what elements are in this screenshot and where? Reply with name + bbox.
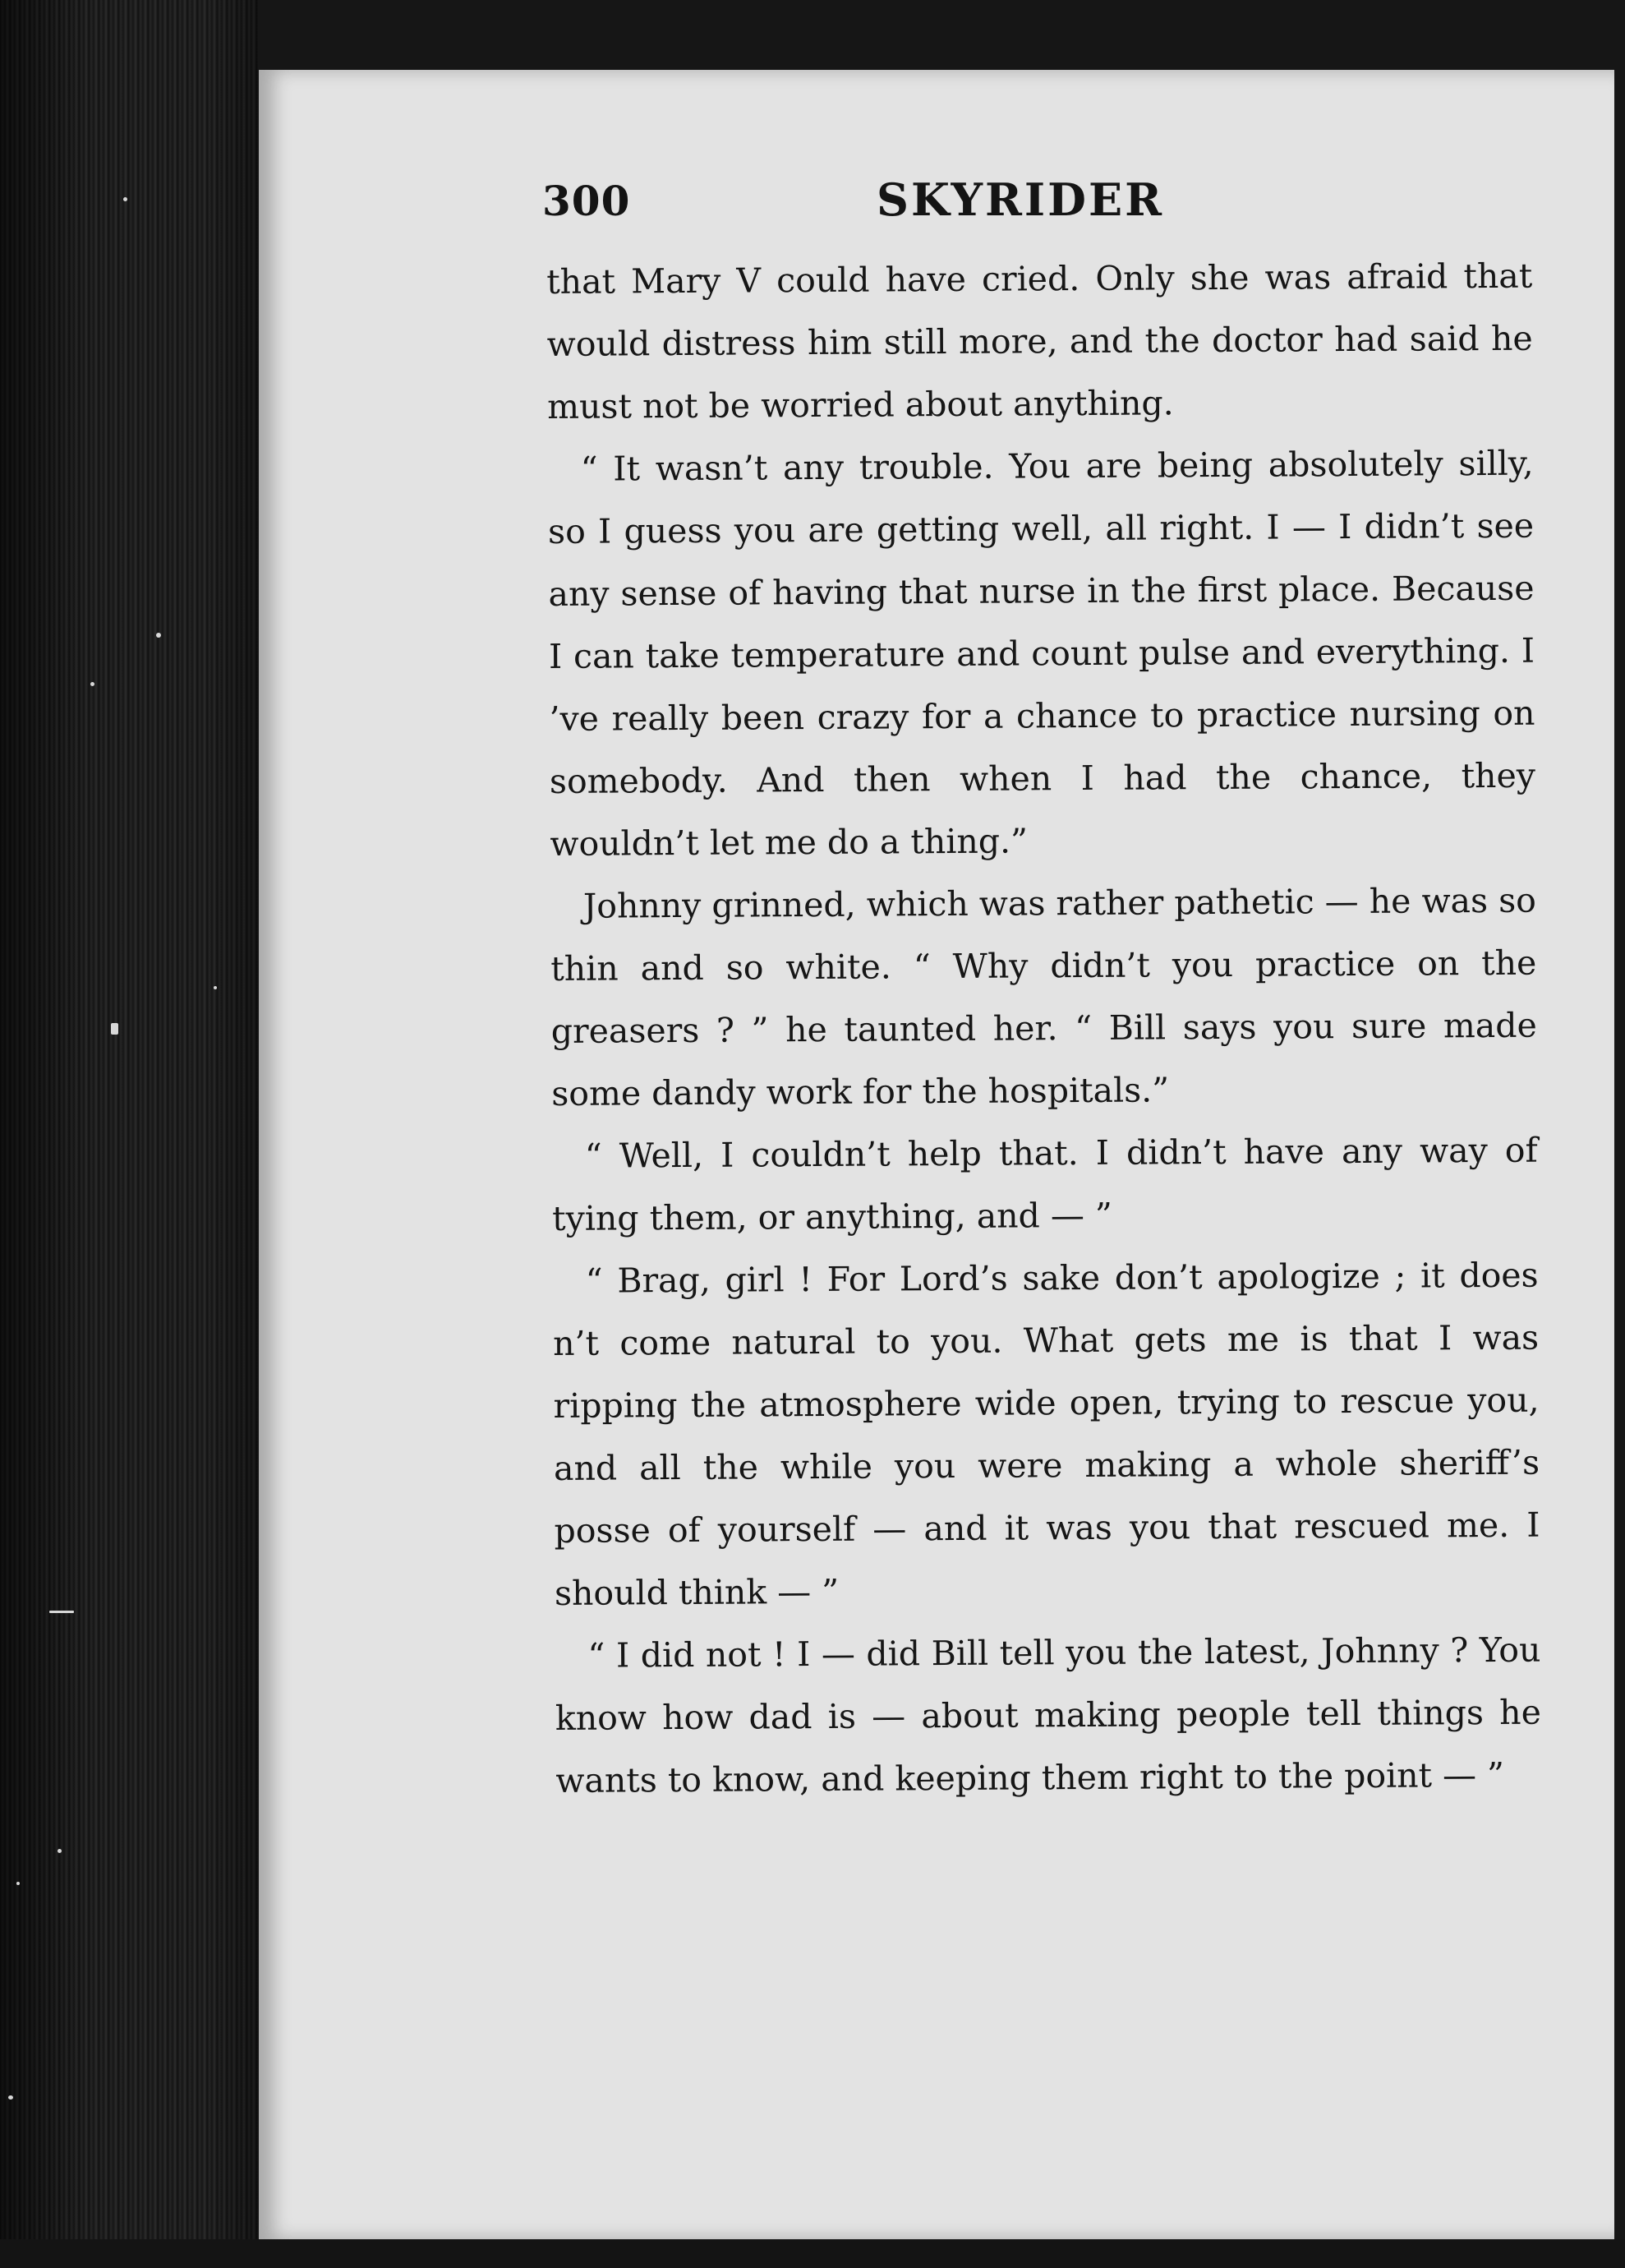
paragraph: “ Brag, girl ! For Lord’s sake don’t apologize ; it does n’t come natural to you. What gets me is that I was ripping the atmosphere wide open, trying to rescue you, and all the while you were making a whole sheriff’s posse of yourself — and it was you that rescued me. I should think — ”	[552, 1255, 1540, 1613]
scan-speck	[58, 1849, 62, 1853]
scan-speck	[8, 2095, 13, 2100]
scan-speck	[123, 197, 127, 201]
page-body-text	[546, 245, 1542, 1812]
scan-border-bottom	[0, 2239, 1625, 2268]
paragraph: “ It wasn’t any trouble. You are being absolutely silly, so I guess you are getting well, all right. I — I didn’t see any sense of having that nurse in the first place. Because I can take temperature and count pulse and everything. I ’ve really been crazy for a chance to practice nursing on somebody. And then when I had the chance, they wouldn’t let me do a thing.”	[547, 443, 1536, 864]
scan-speck	[49, 1611, 74, 1613]
scan-speck	[16, 1882, 20, 1885]
scan-border-right	[1614, 0, 1625, 2268]
paragraph: Johnny grinned, which was rather pathetic — he was so thin and so white. “ Why didn’t you practice on the greasers ? ” he taunted her. “ Bill says you sure made some dandy work for the hospitals.”	[550, 880, 1537, 1113]
scan-speck	[156, 633, 161, 638]
scan-speck	[90, 682, 94, 686]
scan-speck	[214, 986, 217, 989]
paragraph: that Mary V could have cried. Only she was afraid that would distress him still more, and the doctor had said he must not be worried about anything.	[546, 256, 1533, 426]
scan-border-top	[259, 0, 1625, 70]
binding-shadow	[0, 0, 259, 2268]
paragraph: “ Well, I couldn’t help that. I didn’t have any way of tying them, or anything, and — ”	[552, 1130, 1538, 1238]
running-head	[542, 173, 1528, 234]
scan-speck	[111, 1023, 118, 1035]
running-title: SKYRIDER	[877, 173, 1165, 226]
page-number: 300	[542, 177, 631, 225]
paragraph: “ I did not ! I — did Bill tell you the latest, Johnny ? You know how dad is — about making people tell things he wants to know, and keeping them right to the point — ”	[555, 1630, 1542, 1800]
